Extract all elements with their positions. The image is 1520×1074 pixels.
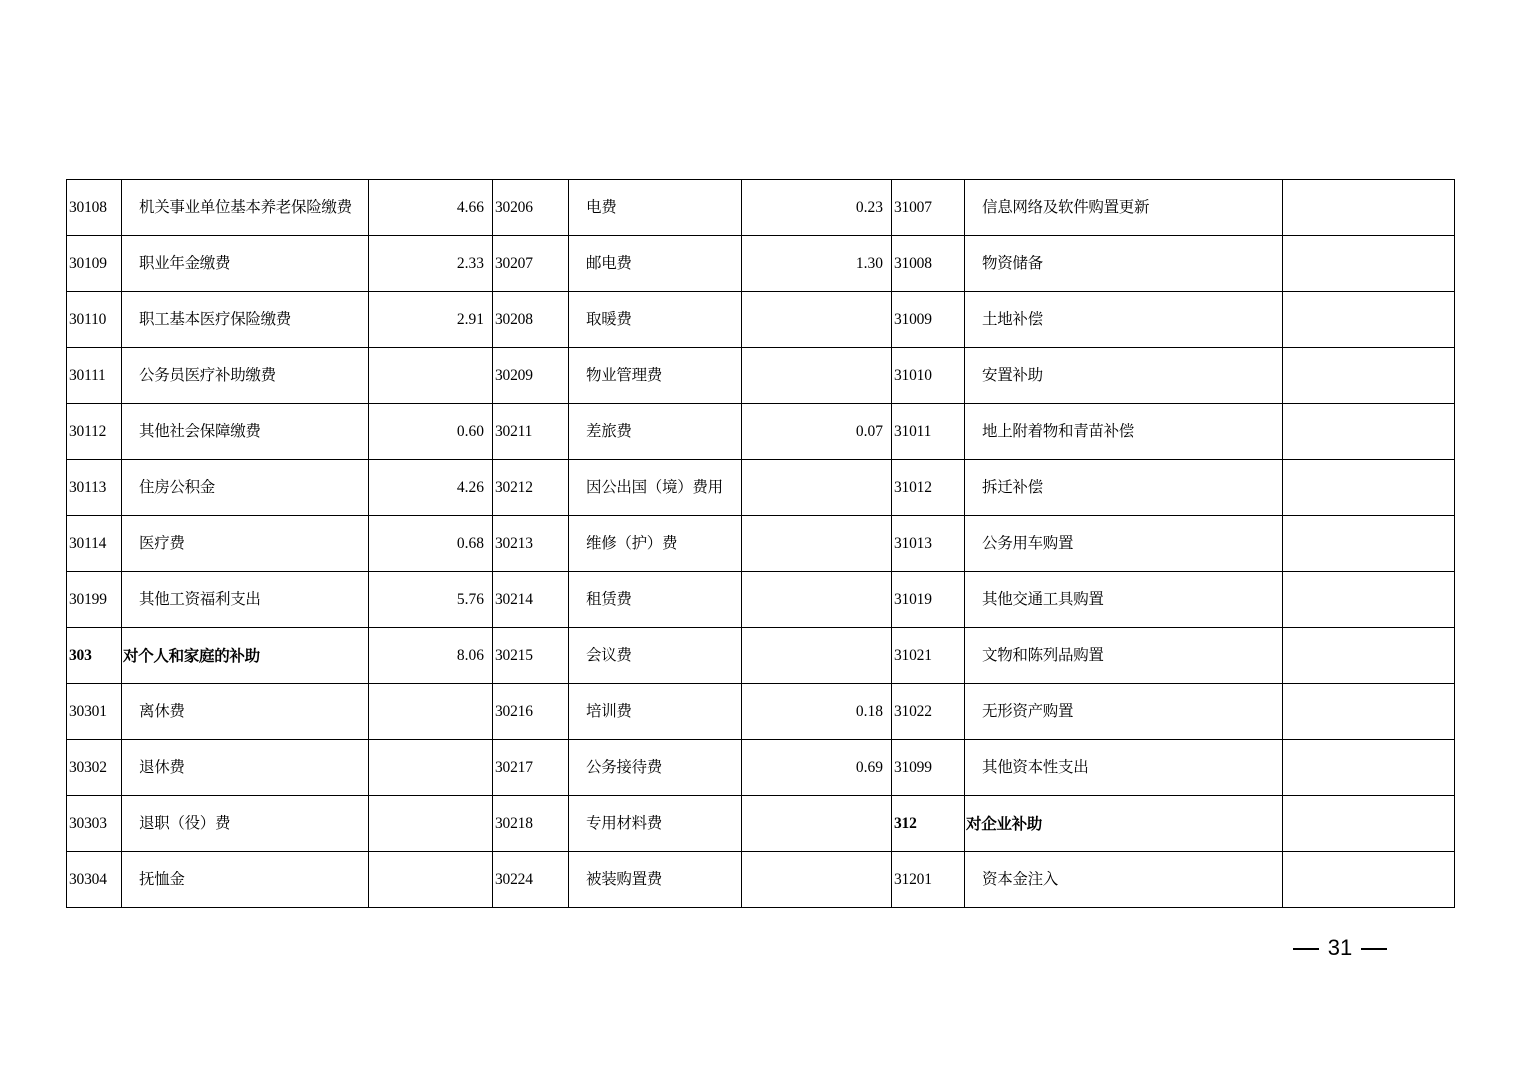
amount-cell: 0.68 — [369, 516, 493, 572]
category-code-cell: 30208 — [493, 292, 569, 348]
amount-cell — [742, 516, 892, 572]
category-name-cell: 职工基本医疗保险缴费 — [122, 292, 369, 348]
category-name-cell: 职业年金缴费 — [122, 236, 369, 292]
category-name-cell: 维修（护）费 — [569, 516, 742, 572]
amount-cell — [742, 628, 892, 684]
category-code-cell: 303 — [67, 628, 122, 684]
category-code-cell: 30215 — [493, 628, 569, 684]
category-code-cell: 30209 — [493, 348, 569, 404]
amount-cell — [742, 292, 892, 348]
category-name-cell: 会议费 — [569, 628, 742, 684]
page-number — [1280, 933, 1400, 963]
category-name-cell: 医疗费 — [122, 516, 369, 572]
category-name-cell: 专用材料费 — [569, 796, 742, 852]
category-code-cell: 30211 — [493, 404, 569, 460]
amount-cell: 0.18 — [742, 684, 892, 740]
category-code-cell: 30212 — [493, 460, 569, 516]
category-code-cell: 30110 — [67, 292, 122, 348]
table-row — [67, 572, 1455, 628]
amount-cell: 2.33 — [369, 236, 493, 292]
category-code-cell: 31009 — [892, 292, 965, 348]
table-row — [67, 852, 1455, 908]
table-row — [67, 796, 1455, 852]
category-name-cell: 培训费 — [569, 684, 742, 740]
amount-cell: 0.23 — [742, 180, 892, 236]
amount-cell — [1283, 572, 1455, 628]
category-name-cell: 其他交通工具购置 — [965, 572, 1283, 628]
category-name-cell: 取暖费 — [569, 292, 742, 348]
category-name-cell: 其他资本性支出 — [965, 740, 1283, 796]
left-dash-decoration — [1293, 948, 1319, 950]
amount-cell: 2.91 — [369, 292, 493, 348]
amount-cell — [742, 460, 892, 516]
category-name-cell: 被装购置费 — [569, 852, 742, 908]
table-row — [67, 292, 1455, 348]
category-name-cell: 其他工资福利支出 — [122, 572, 369, 628]
category-code-cell: 31099 — [892, 740, 965, 796]
category-name-cell: 土地补偿 — [965, 292, 1283, 348]
table-row — [67, 348, 1455, 404]
category-name-cell: 物资储备 — [965, 236, 1283, 292]
category-code-cell: 30218 — [493, 796, 569, 852]
category-name-cell: 其他社会保障缴费 — [122, 404, 369, 460]
table-row — [67, 236, 1455, 292]
category-code-cell: 30108 — [67, 180, 122, 236]
amount-cell — [1283, 292, 1455, 348]
category-name-cell: 退职（役）费 — [122, 796, 369, 852]
category-name-cell: 无形资产购置 — [965, 684, 1283, 740]
category-name-cell: 租赁费 — [569, 572, 742, 628]
amount-cell — [1283, 684, 1455, 740]
page-number-value: 31 — [1327, 935, 1353, 960]
category-name-cell: 邮电费 — [569, 236, 742, 292]
amount-cell — [1283, 740, 1455, 796]
category-code-cell: 30304 — [67, 852, 122, 908]
category-code-cell: 30302 — [67, 740, 122, 796]
category-name-cell: 公务接待费 — [569, 740, 742, 796]
amount-cell: 8.06 — [369, 628, 493, 684]
amount-cell — [1283, 852, 1455, 908]
amount-cell: 0.69 — [742, 740, 892, 796]
amount-cell: 5.76 — [369, 572, 493, 628]
table-row — [67, 516, 1455, 572]
budget-expenditure-table — [66, 179, 1455, 908]
amount-cell — [742, 348, 892, 404]
category-name-cell: 地上附着物和青苗补偿 — [965, 404, 1283, 460]
category-code-cell: 30303 — [67, 796, 122, 852]
category-code-cell: 31201 — [892, 852, 965, 908]
category-name-cell: 离休费 — [122, 684, 369, 740]
amount-cell: 4.26 — [369, 460, 493, 516]
category-name-cell: 资本金注入 — [965, 852, 1283, 908]
category-code-cell: 312 — [892, 796, 965, 852]
amount-cell: 0.07 — [742, 404, 892, 460]
category-name-cell: 对企业补助 — [965, 796, 1283, 852]
amount-cell — [1283, 460, 1455, 516]
category-code-cell: 31007 — [892, 180, 965, 236]
category-name-cell: 电费 — [569, 180, 742, 236]
right-dash-decoration — [1361, 948, 1387, 950]
amount-cell — [369, 796, 493, 852]
table-row — [67, 684, 1455, 740]
amount-cell — [742, 852, 892, 908]
category-name-cell: 因公出国（境）费用 — [569, 460, 742, 516]
category-name-cell: 拆迁补偿 — [965, 460, 1283, 516]
category-code-cell: 31010 — [892, 348, 965, 404]
category-name-cell: 文物和陈列品购置 — [965, 628, 1283, 684]
amount-cell — [1283, 236, 1455, 292]
table-row — [67, 628, 1455, 684]
category-code-cell: 30213 — [493, 516, 569, 572]
category-name-cell: 信息网络及软件购置更新 — [965, 180, 1283, 236]
category-name-cell: 机关事业单位基本养老保险缴费 — [122, 180, 369, 236]
category-code-cell: 30113 — [67, 460, 122, 516]
category-code-cell: 30216 — [493, 684, 569, 740]
category-code-cell: 30214 — [493, 572, 569, 628]
table-row — [67, 460, 1455, 516]
amount-cell — [1283, 404, 1455, 460]
amount-cell — [1283, 628, 1455, 684]
category-code-cell: 31011 — [892, 404, 965, 460]
category-name-cell: 差旅费 — [569, 404, 742, 460]
category-code-cell: 31013 — [892, 516, 965, 572]
amount-cell — [1283, 180, 1455, 236]
category-name-cell: 退休费 — [122, 740, 369, 796]
category-name-cell: 住房公积金 — [122, 460, 369, 516]
category-code-cell: 31019 — [892, 572, 965, 628]
category-name-cell: 对个人和家庭的补助 — [122, 628, 369, 684]
amount-cell — [742, 572, 892, 628]
category-code-cell: 31012 — [892, 460, 965, 516]
category-code-cell: 30109 — [67, 236, 122, 292]
amount-cell — [369, 684, 493, 740]
category-code-cell: 30301 — [67, 684, 122, 740]
category-code-cell: 31021 — [892, 628, 965, 684]
category-name-cell: 抚恤金 — [122, 852, 369, 908]
amount-cell: 0.60 — [369, 404, 493, 460]
category-name-cell: 公务员医疗补助缴费 — [122, 348, 369, 404]
category-code-cell: 31022 — [892, 684, 965, 740]
amount-cell — [1283, 796, 1455, 852]
category-name-cell: 物业管理费 — [569, 348, 742, 404]
table-row — [67, 740, 1455, 796]
amount-cell — [369, 852, 493, 908]
category-code-cell: 30224 — [493, 852, 569, 908]
category-code-cell: 31008 — [892, 236, 965, 292]
category-code-cell: 30112 — [67, 404, 122, 460]
table-row — [67, 404, 1455, 460]
amount-cell — [742, 796, 892, 852]
amount-cell — [369, 740, 493, 796]
amount-cell: 4.66 — [369, 180, 493, 236]
category-code-cell: 30217 — [493, 740, 569, 796]
amount-cell — [369, 348, 493, 404]
category-name-cell: 安置补助 — [965, 348, 1283, 404]
category-code-cell: 30199 — [67, 572, 122, 628]
amount-cell — [1283, 516, 1455, 572]
amount-cell — [1283, 348, 1455, 404]
category-name-cell: 公务用车购置 — [965, 516, 1283, 572]
category-code-cell: 30206 — [493, 180, 569, 236]
category-code-cell: 30111 — [67, 348, 122, 404]
category-code-cell: 30114 — [67, 516, 122, 572]
amount-cell: 1.30 — [742, 236, 892, 292]
table-row — [67, 180, 1455, 236]
category-code-cell: 30207 — [493, 236, 569, 292]
